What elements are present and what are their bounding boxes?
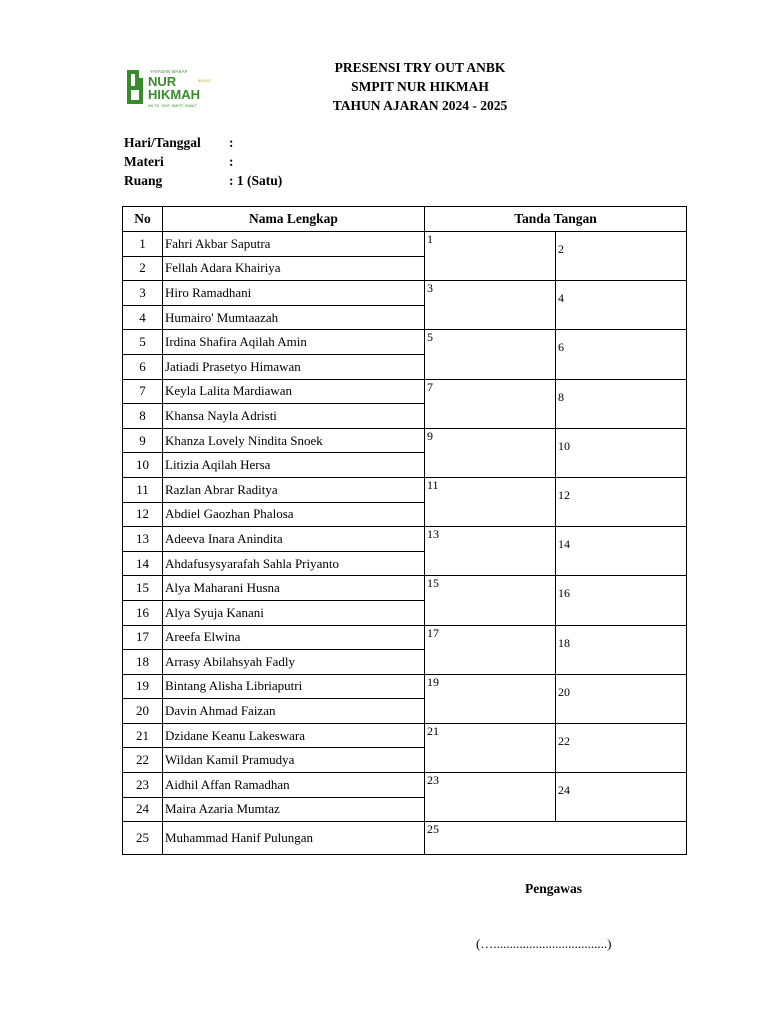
signature-cell[interactable] [556, 674, 687, 723]
row-number: 5 [123, 330, 163, 355]
student-name: Fellah Adara Khairiya [163, 256, 425, 281]
signature-number: 13 [427, 527, 439, 542]
signature-number: 11 [427, 477, 439, 492]
signature-cell[interactable] [425, 379, 556, 428]
info-value: : [229, 154, 234, 169]
row-number: 7 [123, 379, 163, 404]
row-number: 4 [123, 305, 163, 330]
signature-number: 16 [558, 586, 570, 601]
signature-number: 15 [427, 576, 439, 591]
signature-number: 20 [558, 684, 570, 699]
student-name: Irdina Shafira Aqilah Amin [163, 330, 425, 355]
signature-number: 25 [427, 822, 439, 837]
table-row [123, 773, 687, 798]
signature-number: 1 [427, 232, 433, 246]
student-name: Dzidane Keanu Lakeswara [163, 723, 425, 748]
row-number: 8 [123, 404, 163, 429]
signature-cell[interactable] [556, 723, 687, 772]
signature-number: 22 [558, 733, 570, 748]
signature-number: 8 [558, 389, 564, 404]
doc-title-line3: TAHUN AJARAN 2024 - 2025 [332, 98, 508, 113]
doc-title-line1: PRESENSI TRY OUT ANBK [334, 60, 506, 75]
attendance-table [122, 206, 687, 855]
row-number: 21 [123, 723, 163, 748]
signature-number: 2 [558, 242, 564, 256]
table-row [123, 576, 687, 601]
row-number: 12 [123, 502, 163, 527]
table-row [123, 281, 687, 306]
svg-text:KB-TK, SDIT, SMPIT, SMAIT: KB-TK, SDIT, SMPIT, SMAIT [148, 104, 197, 108]
svg-text:BEKASI: BEKASI [198, 79, 211, 83]
school-logo [126, 66, 212, 112]
signature-number: 3 [427, 281, 433, 296]
row-number: 11 [123, 477, 163, 502]
signature-cell[interactable] [425, 773, 556, 822]
svg-text:YAYASAN WAKAF: YAYASAN WAKAF [150, 69, 188, 74]
row-number: 16 [123, 600, 163, 625]
row-number: 23 [123, 773, 163, 798]
signature-cell[interactable] [425, 674, 556, 723]
student-name: Litizia Aqilah Hersa [163, 453, 425, 478]
signature-cell[interactable] [425, 477, 556, 526]
signature-cell[interactable] [425, 428, 556, 477]
student-name: Maira Azaria Mumtaz [163, 797, 425, 822]
row-number: 24 [123, 797, 163, 822]
row-number: 9 [123, 428, 163, 453]
signature-cell[interactable] [425, 576, 556, 625]
row-number: 15 [123, 576, 163, 601]
header-name: Nama Lengkap [163, 207, 425, 232]
student-name: Muhammad Hanif Pulungan [163, 822, 425, 855]
signature-cell[interactable] [556, 379, 687, 428]
student-name: Alya Syuja Kanani [163, 600, 425, 625]
table-row [123, 477, 687, 502]
student-name: Jatiadi Prasetyo Himawan [163, 354, 425, 379]
student-name: Fahri Akbar Saputra [163, 232, 425, 257]
signature-number: 18 [558, 635, 570, 650]
table-row [123, 723, 687, 748]
row-number: 22 [123, 748, 163, 773]
table-row [123, 674, 687, 699]
signature-cell[interactable] [425, 527, 556, 576]
signature-number: 14 [558, 537, 570, 552]
row-number: 19 [123, 674, 163, 699]
row-number: 2 [123, 256, 163, 281]
signature-number: 12 [558, 487, 570, 502]
table-body [123, 232, 687, 855]
signature-cell[interactable] [425, 723, 556, 772]
svg-text:NUR: NUR [148, 74, 177, 89]
row-number: 25 [123, 822, 163, 855]
student-name: Adeeva Inara Anindita [163, 527, 425, 552]
info-label: Ruang [124, 173, 163, 188]
signature-number: 5 [427, 330, 433, 345]
table-row [123, 625, 687, 650]
signature-cell[interactable] [556, 330, 687, 379]
signature-cell[interactable] [556, 232, 687, 281]
signature-number: 7 [427, 379, 433, 394]
student-name: Abdiel Gaozhan Phalosa [163, 502, 425, 527]
row-number: 1 [123, 232, 163, 257]
signature-cell[interactable] [556, 428, 687, 477]
signature-cell[interactable] [425, 330, 556, 379]
signature-number: 17 [427, 625, 439, 640]
signature-cell[interactable] [556, 527, 687, 576]
signature-cell[interactable] [425, 625, 556, 674]
signature-cell[interactable] [425, 822, 687, 855]
signature-number: 21 [427, 723, 439, 738]
signature-cell[interactable] [556, 773, 687, 822]
signature-number: 24 [558, 783, 570, 798]
student-name: Humairo' Mumtaazah [163, 305, 425, 330]
signature-number: 10 [558, 438, 570, 453]
info-value: : [229, 135, 234, 150]
signature-cell[interactable] [425, 281, 556, 330]
signature-number: 23 [427, 773, 439, 788]
table-row [123, 428, 687, 453]
student-name: Alya Maharani Husna [163, 576, 425, 601]
doc-title-line2: SMPIT NUR HIKMAH [351, 79, 489, 94]
row-number: 6 [123, 354, 163, 379]
table-row [123, 330, 687, 355]
signature-cell[interactable] [556, 576, 687, 625]
table-row [123, 379, 687, 404]
student-name: Davin Ahmad Faizan [163, 699, 425, 724]
row-number: 18 [123, 650, 163, 675]
info-label: Hari/Tanggal [124, 135, 201, 150]
row-number: 3 [123, 281, 163, 306]
student-name: Arrasy Abilahsyah Fadly [163, 650, 425, 675]
signature-cell[interactable] [556, 477, 687, 526]
table-row [123, 822, 687, 855]
signature-number: 9 [427, 428, 433, 443]
student-name: Wildan Kamil Pramudya [163, 748, 425, 773]
info-value: : 1 (Satu) [229, 173, 283, 188]
table-header-row [123, 207, 687, 232]
table-row [123, 232, 687, 257]
student-name: Aidhil Affan Ramadhan [163, 773, 425, 798]
student-name: Hiro Ramadhani [163, 281, 425, 306]
student-name: Areefa Elwina [163, 625, 425, 650]
signature-cell[interactable] [556, 281, 687, 330]
svg-text:HIKMAH: HIKMAH [148, 87, 200, 102]
row-number: 20 [123, 699, 163, 724]
signature-cell[interactable] [556, 625, 687, 674]
signature-cell[interactable] [425, 232, 556, 281]
student-name: Bintang Alisha Libriaputri [163, 674, 425, 699]
row-number: 13 [123, 527, 163, 552]
info-label: Materi [124, 154, 164, 169]
signature-number: 19 [427, 674, 439, 689]
signature-number: 4 [558, 291, 564, 306]
row-number: 10 [123, 453, 163, 478]
header-signature: Tanda Tangan [425, 207, 687, 232]
student-name: Khansa Nayla Adristi [163, 404, 425, 429]
student-name: Ahdafusysyarafah Sahla Priyanto [163, 551, 425, 576]
signature-number: 6 [558, 340, 564, 355]
row-number: 17 [123, 625, 163, 650]
supervisor-label: Pengawas [525, 881, 582, 896]
student-name: Keyla Lalita Mardiawan [163, 379, 425, 404]
student-name: Razlan Abrar Raditya [163, 477, 425, 502]
student-name: Khanza Lovely Nindita Snoek [163, 428, 425, 453]
table-row [123, 527, 687, 552]
supervisor-signature-line: (…...................................) [476, 936, 612, 951]
row-number: 14 [123, 551, 163, 576]
header-no: No [123, 207, 163, 232]
